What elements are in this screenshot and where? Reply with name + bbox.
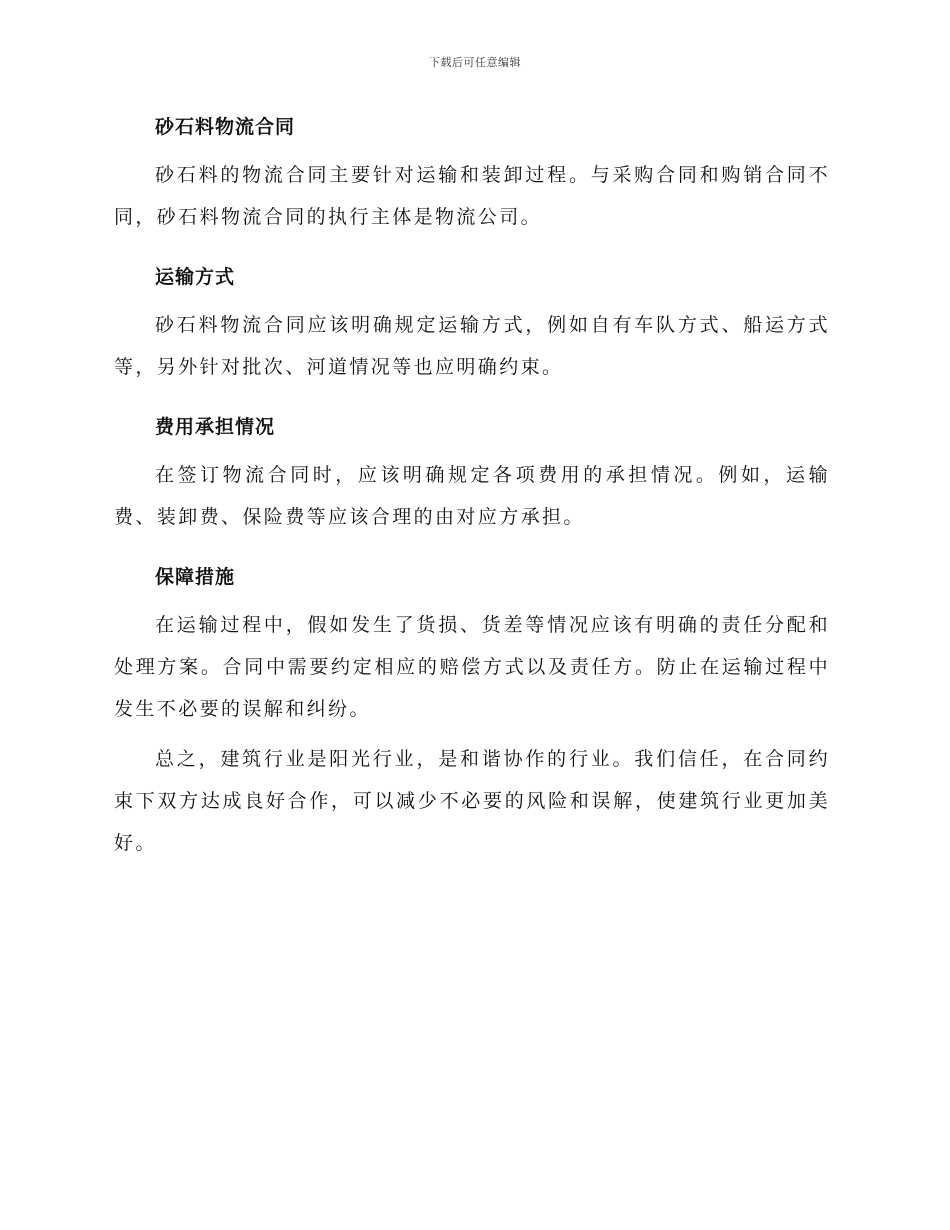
document-body xyxy=(114,108,830,884)
section-paragraph-safeguards: 在运输过程中，假如发生了货损、货差等情况应该有明确的责任分配和处理方案。合同中需要约定相应的赔偿方式以及责任方。防止在运输过程中发生不必要的误解和纠纷。 xyxy=(114,614,830,720)
section-heading-transport-method: 运输方式 xyxy=(155,266,236,288)
section-paragraph-transport-method: 砂石料物流合同应该明确规定运输方式，例如自有车队方式、船运方式等，另外针对批次、河道情况等也应明确约束。 xyxy=(114,314,830,378)
conclusion-paragraph: 总之，建筑行业是阳光行业，是和谐协作的行业。我们信任，在合同约束下双方达成良好合作，可以减少不必要的风险和误解，使建筑行业更加美好。 xyxy=(114,748,830,854)
page-header-note: 下载后可任意编辑 xyxy=(429,56,521,69)
section-heading-cost-bearing: 费用承担情况 xyxy=(155,416,276,438)
section-heading-logistics-contract: 砂石料物流合同 xyxy=(155,116,296,138)
section-paragraph-cost-bearing: 在签订物流合同时，应该明确规定各项费用的承担情况。例如，运输费、装卸费、保险费等应该合理的由对应方承担。 xyxy=(114,464,830,528)
section-heading-safeguards: 保障措施 xyxy=(155,566,236,588)
section-paragraph-logistics-contract: 砂石料的物流合同主要针对运输和装卸过程。与采购合同和购销合同不同，砂石料物流合同的执行主体是物流公司。 xyxy=(114,164,830,228)
